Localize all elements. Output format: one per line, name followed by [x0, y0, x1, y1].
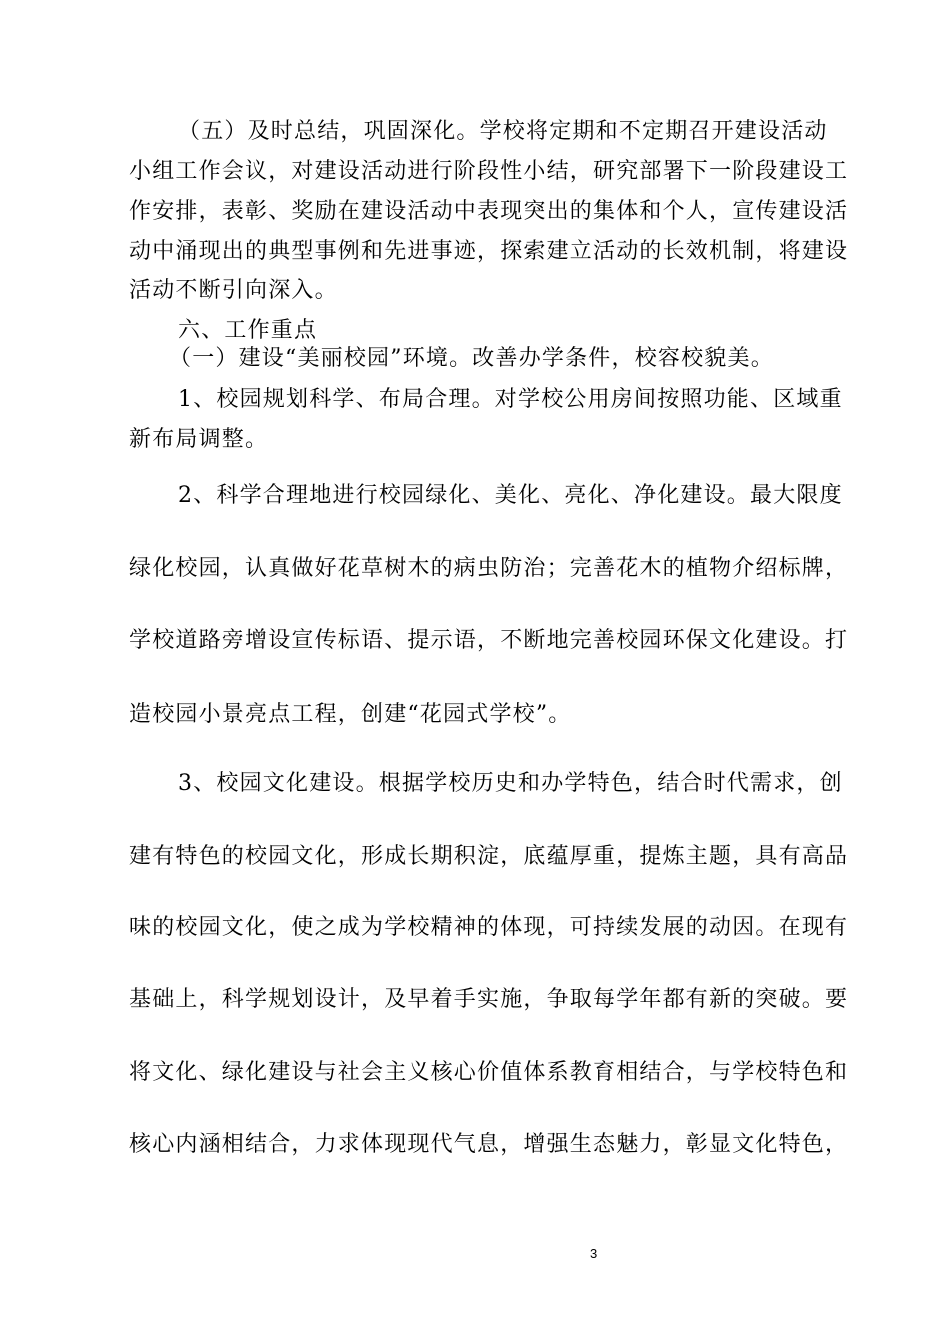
page-number: 3 — [590, 1246, 598, 1261]
subsection-heading: （一）建设“美丽校园”环境。改善办学条件，校容校貌美。 — [169, 346, 774, 371]
text-line: 2、科学合理地进行校园绿化、美化、亮化、净化建设。最大限度 — [178, 483, 843, 508]
text-line: 核心内涵相结合，力求体现现代气息，增强生态魅力，彰显文化特色， — [129, 1132, 849, 1157]
text-line: 1、校园规划科学、布局合理。对学校公用房间按照功能、区域重 — [178, 387, 843, 412]
text-line: 3、校园文化建设。根据学校历史和办学特色，结合时代需求，创 — [178, 771, 843, 796]
text-line: 活动不断引向深入。 — [129, 278, 338, 303]
text-line: 绿化校园，认真做好花草树木的病虫防治；完善花木的植物介绍标牌， — [129, 556, 849, 581]
text-line: 基础上，科学规划设计，及早着手实施，争取每学年都有新的突破。要 — [129, 987, 849, 1012]
section-heading: 六、工作重点 — [178, 318, 318, 343]
text-line: 动中涌现出的典型事例和先进事迹，探索建立活动的长效机制，将建设 — [129, 239, 849, 264]
text-line: （五）及时总结，巩固深化。学校将定期和不定期召开建设活动 — [178, 119, 828, 144]
text-line: 味的校园文化，使之成为学校精神的体现，可持续发展的动因。在现有 — [129, 915, 849, 940]
text-line: 新布局调整。 — [129, 427, 269, 452]
text-line: 作安排，表彰、奖励在建设活动中表现突出的集体和个人，宣传建设活 — [129, 199, 849, 224]
text-line: 小组工作会议，对建设活动进行阶段性小结，研究部署下一阶段建设工 — [129, 159, 849, 184]
text-line: 造校园小景亮点工程，创建“花园式学校”。 — [129, 702, 572, 727]
text-line: 建有特色的校园文化，形成长期积淀，底蕴厚重，提炼主题，具有高品 — [129, 844, 849, 869]
text-line: 学校道路旁增设宣传标语、提示语，不断地完善校园环保文化建设。打 — [129, 628, 849, 653]
text-line: 将文化、绿化建设与社会主义核心价值体系教育相结合，与学校特色和 — [129, 1060, 849, 1085]
